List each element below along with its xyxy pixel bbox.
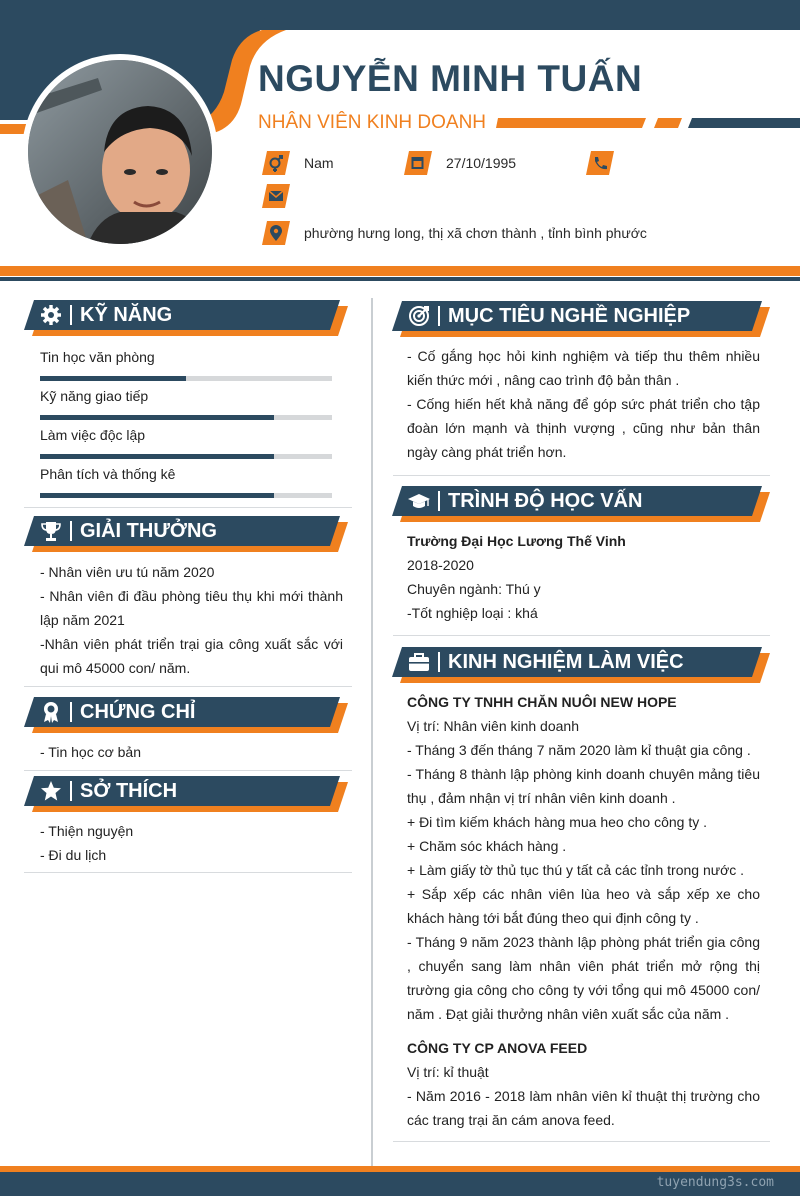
section-skills-header [24, 300, 348, 336]
job-line: + Làm giấy tờ thủ tục thú y tất cả các tỉnh trong nước . [407, 862, 745, 878]
trophy-icon [40, 520, 62, 542]
header-divider-orange [0, 266, 800, 276]
award-item: - Nhân viên ưu tú năm 2020 [40, 564, 215, 580]
graduation-cap-icon [408, 490, 430, 512]
section-title: GIẢI THƯỞNG [80, 520, 217, 542]
certificate-badge-icon [40, 701, 62, 723]
section-experience-header [392, 647, 770, 683]
certificate-item: - Tin học cơ bản [40, 744, 142, 760]
skill-bar [40, 454, 332, 459]
gender-icon [262, 151, 290, 175]
watermark-text: tuyendung3s.com [656, 1175, 774, 1190]
section-divider [24, 686, 352, 687]
candidate-name: NGUYỄN MINH TUẤN [258, 58, 643, 99]
skill-bar-fill [40, 415, 274, 420]
target-icon [408, 305, 430, 327]
header-separator [70, 521, 72, 541]
job-line: + Chăm sóc khách hàng . [407, 838, 567, 854]
company-name: CÔNG TY TNHH CHĂN NUÔI NEW HOPE [407, 694, 677, 710]
calendar-icon [404, 151, 432, 175]
section-divider [393, 475, 770, 476]
title-decoration [496, 116, 800, 130]
skill-label: Kỹ năng giao tiếp [40, 388, 149, 404]
birthdate-value: 27/10/1995 [446, 155, 517, 171]
section-hobbies-header [24, 776, 348, 812]
location-icon [262, 221, 290, 245]
objective-item: - Cố gắng học hỏi kinh nghiệm và tiếp thu thêm nhiều kiến thức mới , nâng cao trình độ bản thân . [407, 348, 760, 388]
skill-bar [40, 493, 332, 498]
section-title: MỤC TIÊU NGHỀ NGHIỆP [448, 305, 691, 327]
email-icon [262, 184, 290, 208]
briefcase-icon [408, 651, 430, 673]
job-line: Vị trí: kỉ thuật [407, 1064, 489, 1080]
job-line: - Tháng 9 năm 2023 thành lập phòng phát triển gia công , chuyển sang làm nhân viên phát triển mở rộng thị trường gia công cho công ty với tổng qui mô 45000 con/ năm . Đạt giải thưởng nhân viên xuất sắc của năm . [407, 934, 760, 1022]
section-divider [24, 507, 352, 508]
skill-item [40, 426, 332, 459]
job-line: - Tháng 8 thành lập phòng kinh doanh chuyên mảng tiêu thụ , đảm nhận vị trí nhân viên kinh doanh . [407, 766, 760, 806]
gender-value: Nam [304, 155, 334, 171]
skill-label: Làm việc độc lập [40, 427, 146, 443]
section-title: CHỨNG CHỈ [80, 701, 196, 723]
profile-photo [22, 54, 218, 250]
hobby-item: - Thiện nguyện [40, 823, 134, 839]
header-separator [70, 305, 72, 325]
section-divider [393, 635, 770, 636]
skill-bar [40, 415, 332, 420]
section-title: KINH NGHIỆM LÀM VIỆC [448, 651, 684, 673]
header-separator [438, 652, 440, 672]
job-line: Vị trí: Nhân viên kinh doanh [407, 718, 579, 734]
job-line: + Đi tìm kiếm khách hàng mua heo cho công ty . [407, 814, 707, 830]
star-icon [40, 780, 62, 802]
award-item: -Nhân viên phát triển trại gia công xuất sắc với qui mô 45000 con/ năm. [40, 636, 343, 676]
education-major: Chuyên ngành: Thú y [407, 581, 541, 597]
award-item: - Nhân viên đi đầu phòng tiêu thụ khi mới thành lập năm 2021 [40, 588, 343, 628]
section-objective-header [392, 301, 770, 337]
header-divider-navy [0, 277, 800, 281]
skill-bar [40, 376, 332, 381]
hobby-item: - Đi du lịch [40, 847, 107, 863]
objective-item: - Cống hiến hết khả năng để góp sức phát triển cho tập đoàn lớn mạnh và thịnh vượng , cũng như bản thân ngày càng phát triển hơn. [407, 396, 760, 460]
header-separator [438, 491, 440, 511]
header-separator [70, 702, 72, 722]
education-grade: -Tốt nghiệp loại : khá [407, 605, 538, 621]
column-divider [371, 298, 373, 1174]
section-divider [393, 1141, 770, 1142]
skill-bar-fill [40, 376, 186, 381]
job-line: + Sắp xếp các nhân viên lùa heo và sắp xếp xe cho khách hàng tới bắt đúng theo qui định công ty . [407, 886, 760, 926]
school-name: Trường Đại Học Lương Thế Vinh [407, 533, 626, 549]
job-line: - Tháng 3 đến tháng 7 năm 2020 làm kỉ thuật gia công . [407, 742, 751, 758]
skill-bar-fill [40, 493, 274, 498]
section-divider [24, 872, 352, 873]
skill-item [40, 465, 332, 498]
skill-bar-fill [40, 454, 274, 459]
gender-row [262, 151, 334, 175]
education-years: 2018-2020 [407, 557, 474, 573]
section-title: SỞ THÍCH [80, 780, 178, 802]
phone-icon [586, 151, 614, 175]
address-row [262, 221, 647, 245]
birthdate-row [404, 151, 516, 175]
section-divider [24, 770, 352, 771]
header-separator [438, 306, 440, 326]
company-name: CÔNG TY CP ANOVA FEED [407, 1040, 588, 1056]
gear-icon [40, 304, 62, 326]
header-separator [70, 781, 72, 801]
job-line: - Năm 2016 - 2018 làm nhân viên kỉ thuật thị trường cho các trang trại ăn cám anova feed. [407, 1088, 760, 1128]
address-value: phường hưng long, thị xã chơn thành , tỉnh bình phước [304, 225, 647, 241]
email-row [262, 184, 304, 208]
skill-item [40, 348, 332, 381]
skill-label: Phân tích và thống kê [40, 466, 176, 482]
section-education-header [392, 486, 770, 522]
section-title: TRÌNH ĐỘ HỌC VẤN [448, 490, 643, 512]
section-certificates-header [24, 697, 348, 733]
phone-row [586, 151, 628, 175]
skill-label: Tin học văn phòng [40, 349, 155, 365]
skill-item [40, 387, 332, 420]
job-title: NHÂN VIÊN KINH DOANH [258, 112, 487, 133]
person-photo-icon [28, 60, 212, 244]
section-awards-header [24, 516, 348, 552]
section-title: KỸ NĂNG [80, 304, 173, 326]
